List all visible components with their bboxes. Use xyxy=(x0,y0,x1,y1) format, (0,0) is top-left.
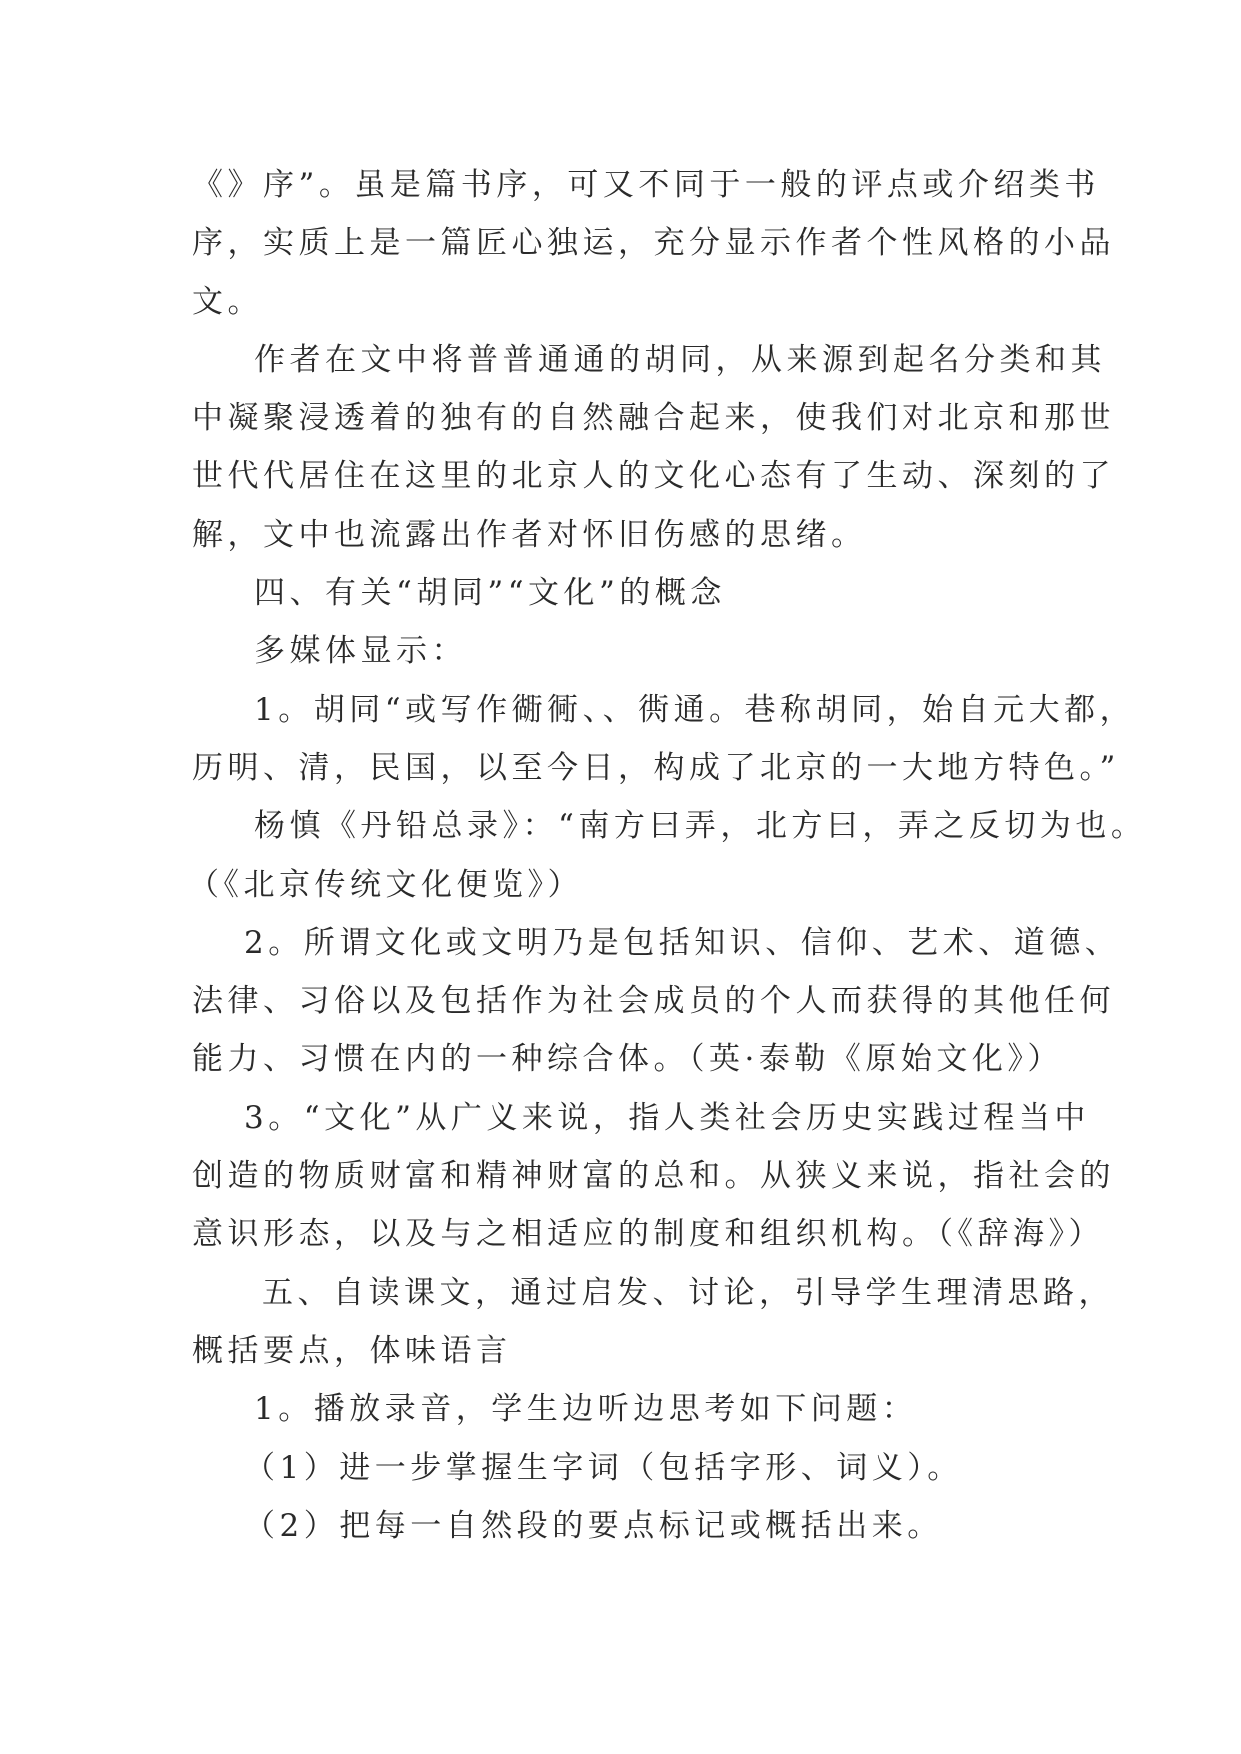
text-line: 历明、清，民国，以至今日，构成了北京的一大地方特色。” xyxy=(192,749,1120,786)
text-line: 能力、习惯在内的一种综合体。（英·泰勒《原始文化》） xyxy=(192,1041,1063,1078)
text-line: 中凝聚浸透着的独有的自然融合起来，使我们对北京和那世 xyxy=(192,400,1115,437)
list-item: 1。胡同“或写作衚衕、、衖通。巷称胡同，始自元大都， xyxy=(254,691,1136,728)
section-heading: 五、自读课文，通过启发、讨论，引导学生理清思路， xyxy=(262,1274,1114,1311)
text-line: 杨慎《丹铅总录》：“南方曰弄，北方曰，弄之反切为也。 xyxy=(254,808,1147,845)
text-line: 创造的物质财富和精神财富的总和。从狭义来说，指社会的 xyxy=(192,1158,1115,1195)
text-line: 《》序”。虽是篇书序，可又不同于一般的评点或介绍类书 xyxy=(192,167,1100,203)
text-line: 文。 xyxy=(192,283,263,320)
section-heading: 四、有关“胡同”“文化”的概念 xyxy=(254,575,726,612)
list-item: 2。所谓文化或文明乃是包括知识、信仰、艺术、道德、 xyxy=(244,924,1121,961)
text-line: 序，实质上是一篇匠心独运，充分显示作者个性风格的小品 xyxy=(192,225,1115,262)
document-body xyxy=(188,156,1147,1555)
list-item: （2）把每一自然段的要点标记或概括出来。 xyxy=(244,1507,943,1544)
text-line: 法律、习俗以及包括作为社会成员的个人而获得的其他任何 xyxy=(192,983,1115,1020)
text-line: 世代代居住在这里的北京人的文化心态有了生动、深刻的了 xyxy=(192,458,1115,495)
text-line: 概括要点，体味语言 xyxy=(192,1332,512,1369)
list-item: 3。“文化”从广义来说，指人类社会历史实践过程当中 xyxy=(244,1099,1090,1136)
list-item: （1）进一步掌握生字词（包括字形、词义）。 xyxy=(244,1449,963,1486)
text-line: （《北京传统文化便览》） xyxy=(188,866,583,903)
paragraph-first-line: 作者在文中将普普通通的胡同，从来源到起名分类和其 xyxy=(254,341,1106,378)
text-line: 意识形态，以及与之相适应的制度和组织机构。（《辞海》） xyxy=(192,1216,1104,1253)
text-line: 多媒体显示： xyxy=(254,633,467,670)
text-line: 解，文中也流露出作者对怀旧伤感的思绪。 xyxy=(192,516,867,553)
list-item: 1。播放录音，学生边听边思考如下问题： xyxy=(254,1391,918,1428)
